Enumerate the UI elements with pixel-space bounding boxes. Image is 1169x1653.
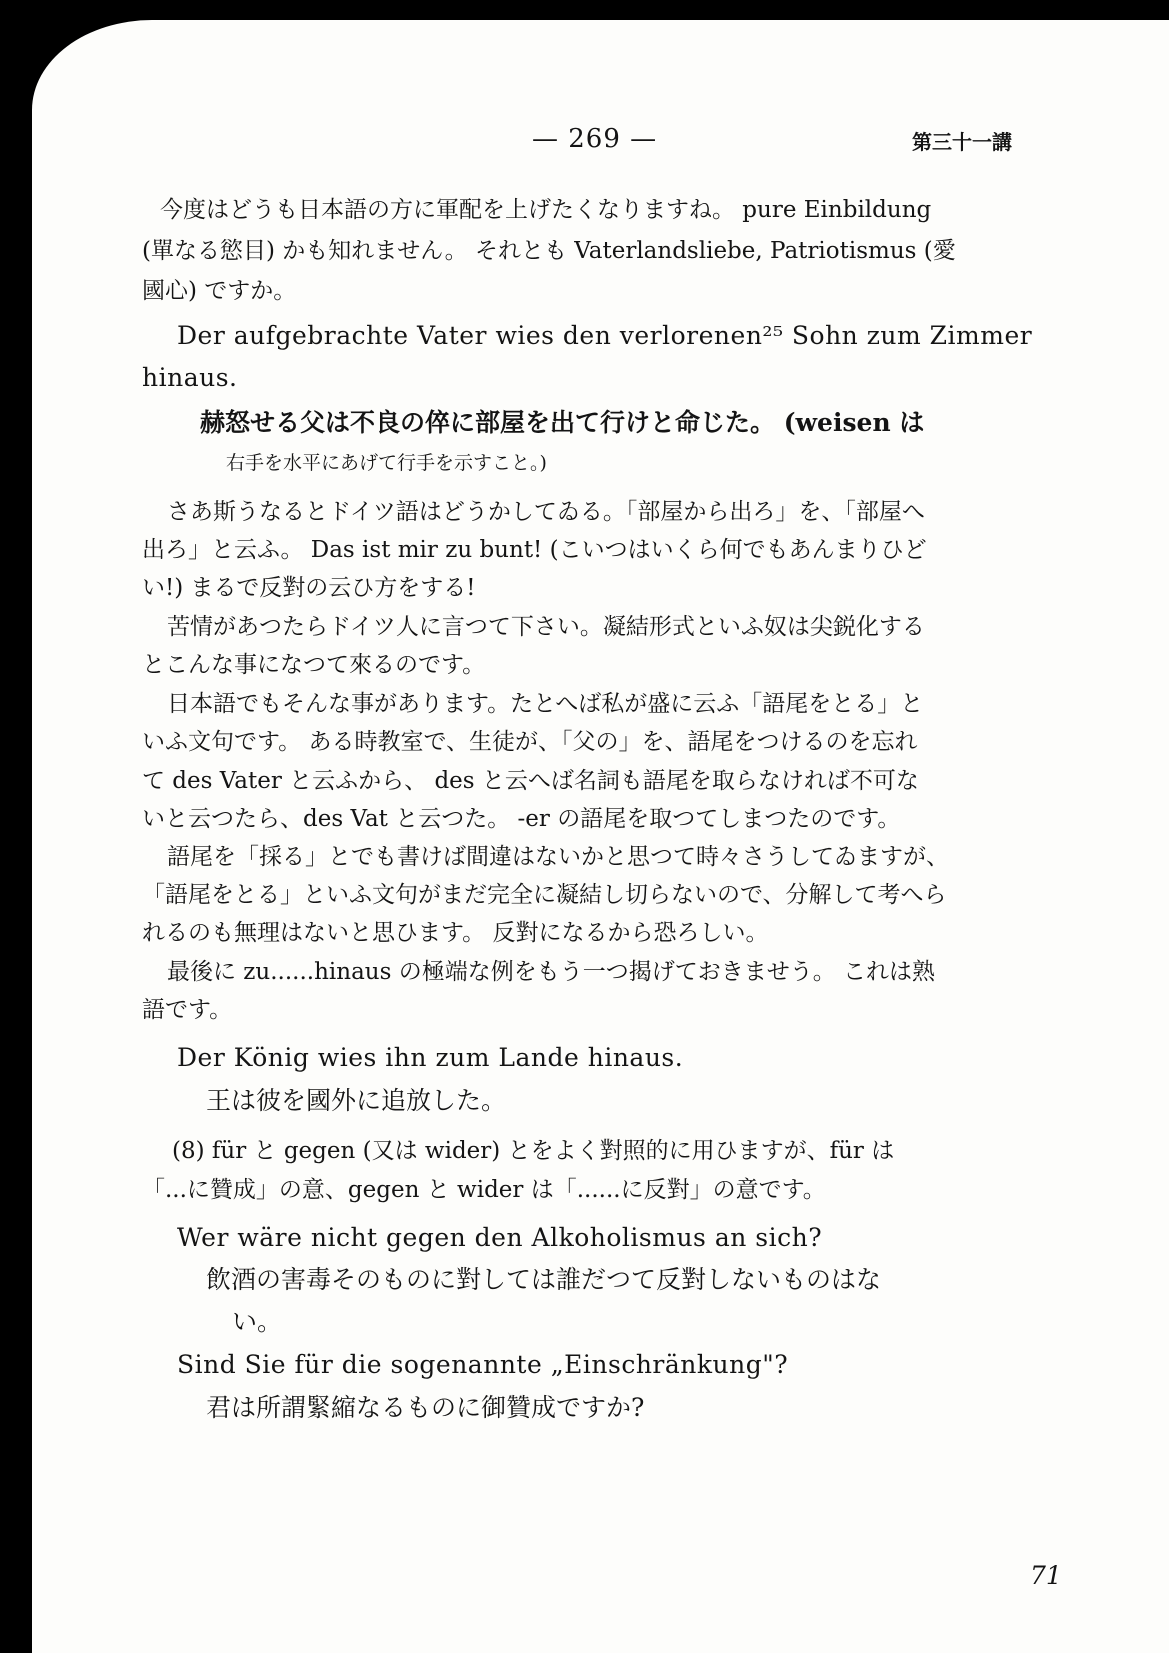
page-number: — 269 —: [532, 124, 658, 154]
text-line: 國心) ですか。: [142, 278, 297, 304]
german-example: Sind Sie für die sogenannte „Einschränkung"?: [177, 1350, 789, 1379]
book-page: [32, 20, 1169, 1653]
japanese-translation: 君は所謂緊縮なるものに御贊成ですか?: [206, 1393, 645, 1422]
japanese-translation: 王は彼を國外に追放した。: [206, 1086, 507, 1115]
japanese-translation: 飲酒の害毒そのものに對しては誰だつて反對しないものはな: [206, 1265, 882, 1294]
japanese-translation: い。: [232, 1307, 283, 1336]
text-line: とこんな事になつて來るのです。: [142, 652, 486, 678]
text-line: 語尾を「採る」とでも書けば間違はないかと思つて時々さうしてゐますが、: [167, 844, 949, 870]
text-line: (8) für と gegen (又は wider) とをよく對照的に用ひますが、für は: [172, 1138, 895, 1164]
text-line: れるのも無理はないと思ひます。 反對になるから恐ろしい。: [142, 920, 769, 946]
folio-number: 71: [1030, 1561, 1062, 1590]
text-line: 今度はどうも日本語の方に軍配を上げたくなりますね。 pure Einbildung: [160, 197, 932, 223]
text-line: 「...に贊成」の意、gegen と wider は「......に反對」の意です。: [142, 1177, 826, 1203]
text-line: い!) まるで反對の云ひ方をする!: [142, 575, 476, 601]
japanese-translation: 赫怒せる父は不良の倅に部屋を出て行けと命じた。 (weisen は: [200, 408, 925, 437]
text-line: (單なる慾目) かも知れません。 それとも Vaterlandsliebe, Patriotismus (愛: [142, 238, 956, 264]
german-example: Wer wäre nicht gegen den Alkoholismus an sich?: [177, 1223, 823, 1252]
note-line: 右手を水平にあげて行手を示すこと。): [226, 452, 547, 474]
text-line: さあ斯うなるとドイツ語はどうかしてゐる。「部屋から出ろ」を、「部屋へ: [167, 499, 925, 525]
text-line: いと云つたら、des Vat と云つた。 -er の語尾を取つてしまつたのです。: [142, 806, 901, 832]
text-line: て des Vater と云ふから、 des と云へば名詞も語尾を取らなければ不可な: [142, 768, 919, 794]
german-example: hinaus.: [142, 363, 238, 392]
text-line: いふ文句です。 ある時教室で、生徒が、「父の」を、語尾をつけるのを忘れ: [142, 729, 918, 755]
text-line: 最後に zu......hinaus の極端な例をもう一つ揭げておきませう。 これは熟: [167, 959, 936, 985]
text-line: 日本語でもそんな事があります。たとへば私が盛に云ふ「語尾をとる」と: [167, 691, 924, 717]
german-example: Der aufgebrachte Vater wies den verlorenen²⁵ Sohn zum Zimmer: [177, 321, 1033, 350]
chapter-heading: 第三十一講: [912, 130, 1012, 154]
text-line: 語です。: [142, 997, 233, 1023]
text-line: 出ろ」と云ふ。 Das ist mir zu bunt! (こいつはいくら何でもあんまりひど: [142, 537, 927, 563]
text-line: 苦情があつたらドイツ人に言つて下さい。凝結形式といふ奴は尖鋭化する: [167, 614, 925, 640]
text-line: 「語尾をとる」といふ文句がまだ完全に凝結し切らないので、分解して考へら: [142, 882, 947, 908]
german-example: Der König wies ihn zum Lande hinaus.: [177, 1043, 684, 1072]
